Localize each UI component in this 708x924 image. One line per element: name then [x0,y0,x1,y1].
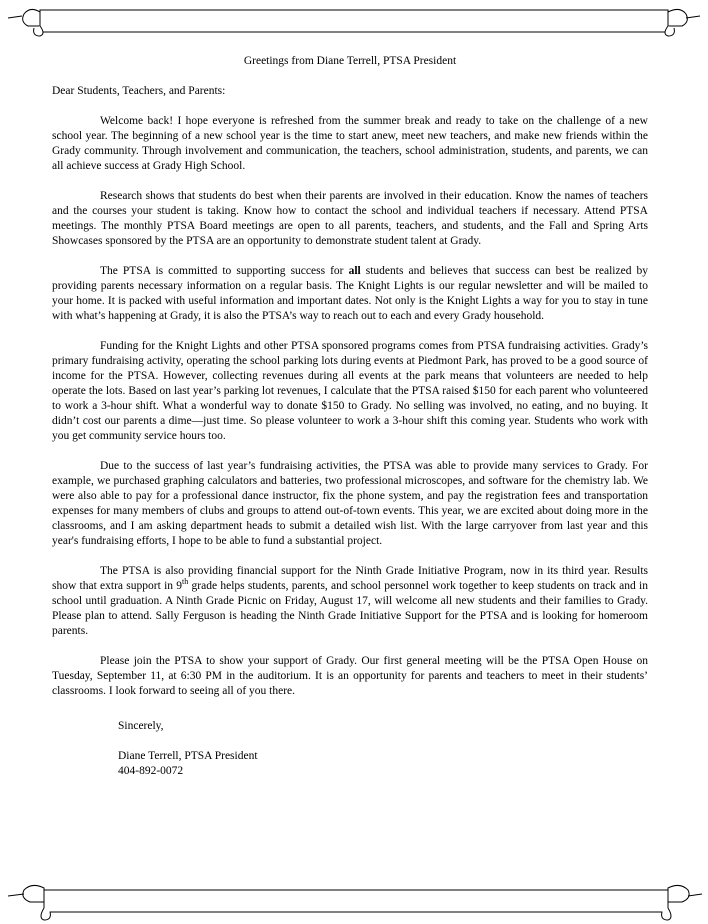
emphasis-all: all [348,265,361,277]
signer-name: Diane Terrell, PTSA President [118,750,258,762]
sign-off: Sincerely, [118,720,164,732]
paragraph-join: Please join the PTSA to show your support of Grady. Our first general meeting will be the PTSA Open House on Tuesday, September 11, at 6:30 PM in the auditorium. It is an opportunity for parents and teachers to meet in their students’ classrooms. I look forward to seeing all of you there. [52,655,648,697]
signature-block [118,719,648,779]
letter-title: Greetings from Diane Terrell, PTSA President [243,55,457,67]
salutation: Dear Students, Teachers, and Parents: [52,85,226,97]
top-scroll-banner [0,0,708,40]
paragraph-ninth-grade: The PTSA is also providing financial support for the Ninth Grade Initiative Program, now in its third year. Results show that extra support in 9th grade helps students, parents, and school personnel work together to keep students on track and in school until graduation. A Ninth Grade Picnic on Friday, August 17, will welcome all new students and their families to Grady. Please plan to attend. Sally Ferguson is heading the Ninth Grade Initiative Support for the PTSA and is looking for homeroom parents. [52,565,649,637]
signer-phone: 404-892-0072 [118,765,184,777]
paragraph-services: Due to the success of last year’s fundraising activities, the PTSA was able to provide many services to Grady. For example, we purchased graphing calculators and batteries, two professional microscopes, and software for the chemistry lab. We were also able to pay for a professional dance instructor, fix the phone system, and pay the registration fees and transportation expenses for many members of clubs and groups to attend out-of-town events. This year, we are excited about doing more in the classrooms, and I am asking department heads to submit a detailed wish list. With the large carryover from last year and this year's fundraising efforts, I hope to be able to fund a substantial project. [52,460,648,547]
letter-body [52,54,648,779]
bottom-scroll-banner [0,878,708,924]
paragraph-commitment: The PTSA is committed to supporting success for all students and believes that success can best be realized by providing parents necessary information on a regular basis. The Knight Lights is our regular newsletter and will be mailed to your home. It is packed with useful information and important dates. Not only is the Knight Lights a way for you to stay in tune with what’s happening at Grady, it is also the PTSA’s way to reach out to each and every Grady household. [52,265,649,322]
paragraph-research: Research shows that students do best when their parents are involved in their education. Know the names of teachers and the courses your student is taking. Know how to contact the school and individual teachers if necessary. Attend PTSA meetings. The monthly PTSA Board meetings are open to all parents, teachers, and students, and the Fall and Spring Arts Showcases sponsored by the PTSA are an opportunity to demonstrate student talent at Grady. [52,190,648,247]
paragraph-welcome: Welcome back! I hope everyone is refreshed from the summer break and ready to take on the challenge of a new school year. The beginning of a new school year is the time to start anew, meet new teachers, and make new friends within the Grady community. Through involvement and communication, the teachers, school administration, students, and parents, we can all achieve success at Grady High School. [52,115,648,172]
paragraph-funding: Funding for the Knight Lights and other PTSA sponsored programs comes from PTSA fundraising activities. Grady’s primary fundraising activity, operating the school parking lots during events at Piedmont Park, has proved to be a good source of income for the PTSA. However, collecting revenues during all events at the park means that volunteers are needed to help operate the lots. Based on last year’s parking lot revenues, I calculate that the PTSA raised $150 for each parent who volunteered to work a 3-hour shift. What a wonderful way to donate $150 to Grady. No selling was involved, no eating, and no buying. It didn’t cost our parents a dime—just time. So please volunteer to work a 3-hour shift this coming year. Students who work with you get community service hours too. [52,340,648,442]
